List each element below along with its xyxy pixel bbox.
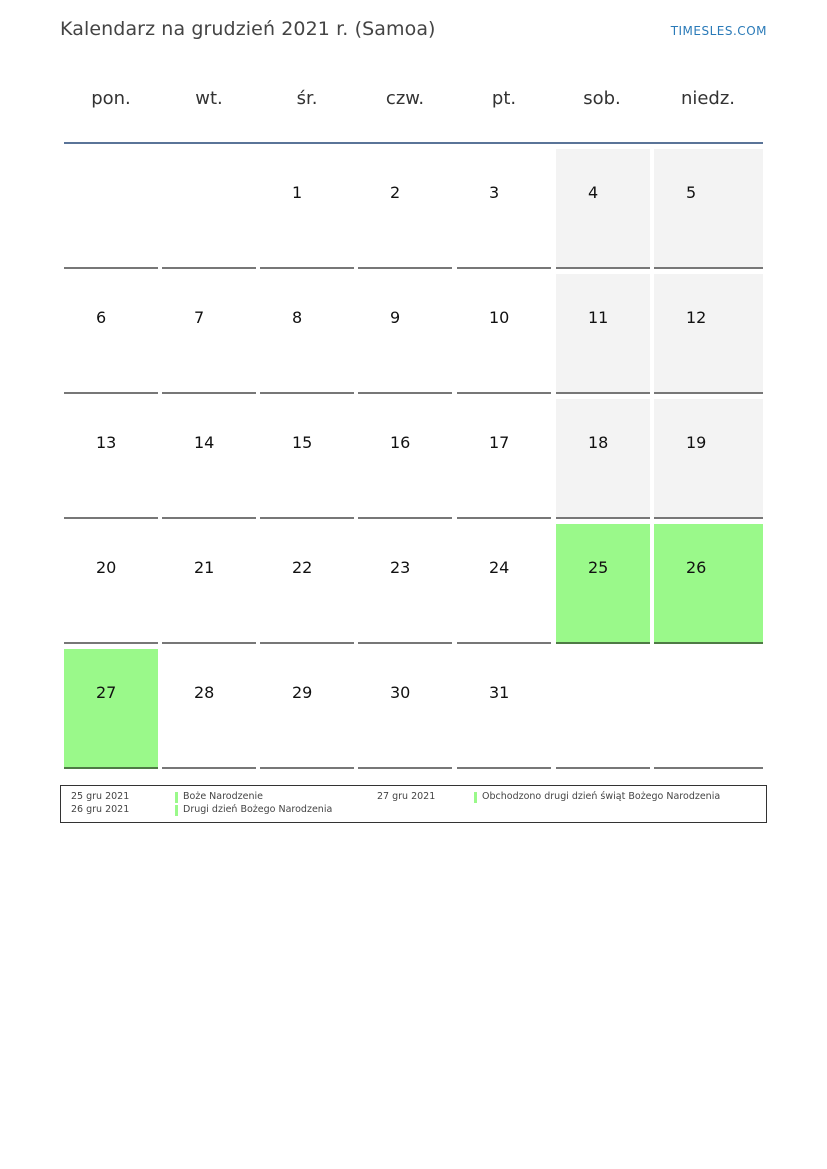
page-title: Kalendarz na grudzień 2021 r. (Samoa): [60, 18, 436, 40]
day-number: 17: [489, 433, 510, 452]
day-number: 28: [194, 683, 215, 702]
day-number: 14: [194, 433, 215, 452]
weekday-sat: sob.: [583, 88, 621, 109]
day-cell-25[interactable]: [556, 524, 650, 644]
weekday-sun: niedz.: [680, 88, 736, 109]
day-cell-20[interactable]: [64, 524, 158, 644]
day-cell-16[interactable]: [358, 399, 452, 519]
day-cell-19[interactable]: [654, 399, 763, 519]
empty-day-cell: [64, 149, 158, 269]
legend-holiday-name: Drugi dzień Bożego Narodzenia: [183, 804, 333, 815]
empty-day-cell: [556, 649, 650, 769]
day-cell-7[interactable]: [162, 274, 256, 394]
day-cell-1[interactable]: [260, 149, 354, 269]
day-number: 29: [292, 683, 313, 702]
day-cell-14[interactable]: [162, 399, 256, 519]
day-number: 24: [489, 558, 510, 577]
weekday-mon: pon.: [91, 88, 131, 109]
day-number: 9: [390, 308, 401, 327]
day-number: 8: [292, 308, 303, 327]
holiday-marker-icon: [474, 792, 477, 803]
day-cell-30[interactable]: [358, 649, 452, 769]
day-number: 16: [390, 433, 411, 452]
day-number: 31: [489, 683, 510, 702]
day-cell-31[interactable]: [457, 649, 551, 769]
day-number: 3: [489, 183, 500, 202]
day-number: 15: [292, 433, 313, 452]
day-cell-2[interactable]: [358, 149, 452, 269]
day-cell-12[interactable]: [654, 274, 763, 394]
holiday-legend: [60, 785, 767, 823]
day-cell-9[interactable]: [358, 274, 452, 394]
day-number: 19: [686, 433, 707, 452]
weekday-thu: czw.: [385, 88, 425, 109]
day-number: 11: [588, 308, 609, 327]
day-number: 13: [96, 433, 117, 452]
day-cell-26[interactable]: [654, 524, 763, 644]
day-cell-28[interactable]: [162, 649, 256, 769]
day-cell-24[interactable]: [457, 524, 551, 644]
day-number: 7: [194, 308, 205, 327]
brand-link[interactable]: TIMESLES.COM: [670, 24, 767, 38]
day-cell-11[interactable]: [556, 274, 650, 394]
day-cell-17[interactable]: [457, 399, 551, 519]
weekday-wed: śr.: [296, 88, 318, 109]
legend-date: 26 gru 2021: [71, 804, 130, 815]
day-number: 12: [686, 308, 707, 327]
day-cell-29[interactable]: [260, 649, 354, 769]
weekday-fri: pt.: [491, 88, 517, 109]
day-cell-21[interactable]: [162, 524, 256, 644]
day-number: 20: [96, 558, 117, 577]
weekday-tue: wt.: [195, 88, 223, 109]
day-cell-10[interactable]: [457, 274, 551, 394]
day-number: 10: [489, 308, 510, 327]
day-number: 6: [96, 308, 107, 327]
day-cell-22[interactable]: [260, 524, 354, 644]
day-number: 25: [588, 558, 609, 577]
day-cell-15[interactable]: [260, 399, 354, 519]
day-number: 23: [390, 558, 411, 577]
day-cell-4[interactable]: [556, 149, 650, 269]
day-number: 2: [390, 183, 401, 202]
day-cell-27[interactable]: [64, 649, 158, 769]
day-cell-23[interactable]: [358, 524, 452, 644]
day-cell-5[interactable]: [654, 149, 763, 269]
day-number: 21: [194, 558, 215, 577]
day-cell-3[interactable]: [457, 149, 551, 269]
day-cell-13[interactable]: [64, 399, 158, 519]
holiday-marker-icon: [175, 805, 178, 816]
day-number: 4: [588, 183, 599, 202]
legend-date: 27 gru 2021: [377, 791, 436, 802]
day-number: 5: [686, 183, 697, 202]
day-number: 26: [686, 558, 707, 577]
weekday-header-row: [60, 88, 767, 120]
day-cell-8[interactable]: [260, 274, 354, 394]
day-number: 22: [292, 558, 313, 577]
legend-holiday-name: Boże Narodzenie: [183, 791, 263, 802]
day-number: 1: [292, 183, 303, 202]
header-divider: [64, 142, 763, 144]
holiday-marker-icon: [175, 792, 178, 803]
day-number: 30: [390, 683, 411, 702]
empty-day-cell: [654, 649, 763, 769]
day-cell-6[interactable]: [64, 274, 158, 394]
day-cell-18[interactable]: [556, 399, 650, 519]
empty-day-cell: [162, 149, 256, 269]
legend-holiday-name: Obchodzono drugi dzień świąt Bożego Narodzenia: [482, 791, 721, 802]
legend-date: 25 gru 2021: [71, 791, 130, 802]
day-number: 18: [588, 433, 609, 452]
day-number: 27: [96, 683, 117, 702]
